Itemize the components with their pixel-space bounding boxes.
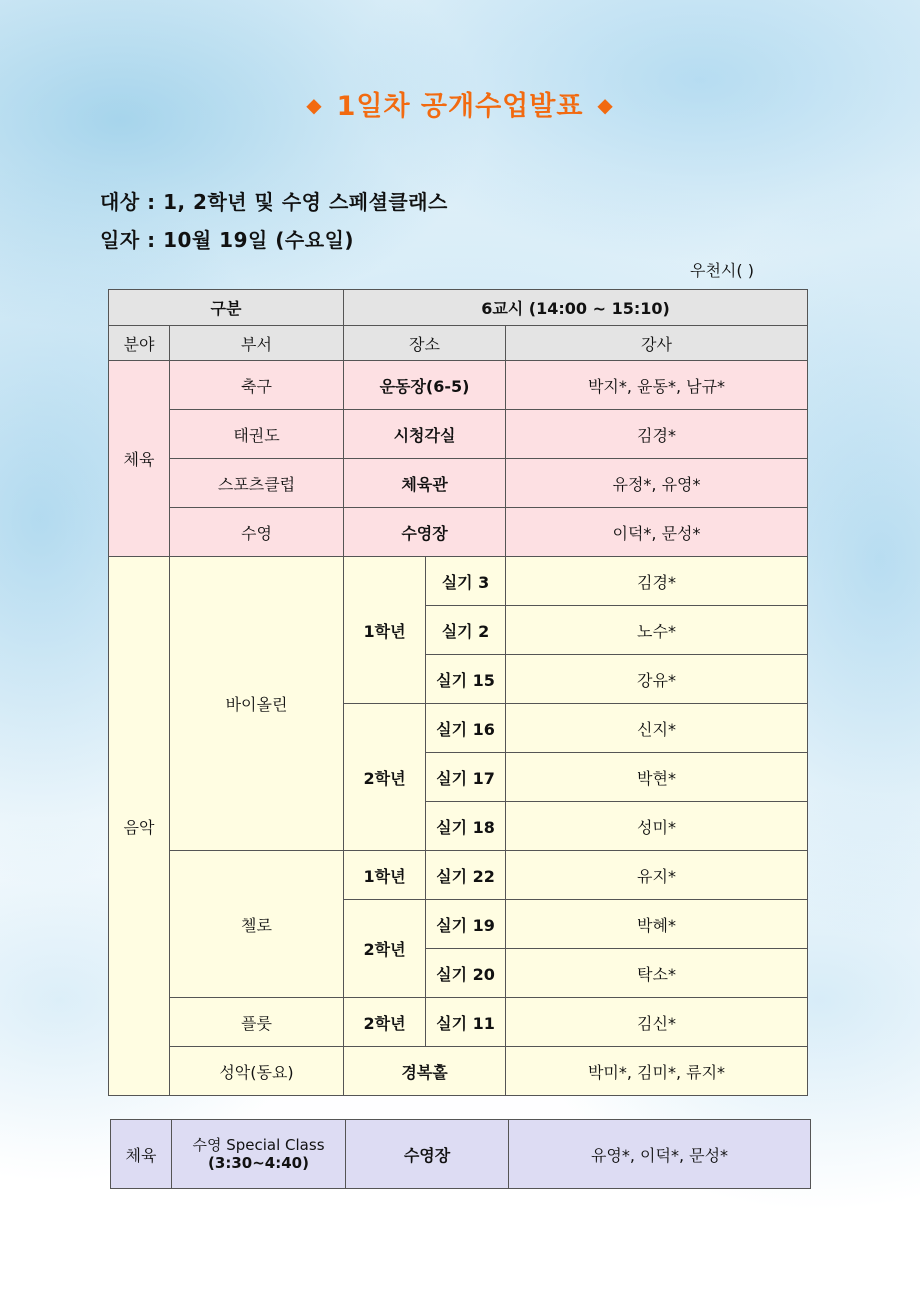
field-music: 음악 xyxy=(109,557,170,1096)
table-row xyxy=(109,998,808,1047)
schedule-table xyxy=(108,289,808,1096)
place-cell: 시청각실 xyxy=(344,410,506,459)
room-cell: 실기 17 xyxy=(426,753,506,802)
grade-cell: 1학년 xyxy=(344,851,426,900)
date-info: 일자 : 10월 19일 (수요일) xyxy=(100,228,355,252)
room-cell: 실기 18 xyxy=(426,802,506,851)
teacher-cell: 신지* xyxy=(506,704,808,753)
special-dept-time: (3:30~4:40) xyxy=(208,1154,309,1172)
teacher-cell: 박미*, 김미*, 류지* xyxy=(506,1047,808,1096)
dept-vocal: 성악(동요) xyxy=(170,1047,344,1096)
table-row xyxy=(109,361,808,410)
room-cell: 실기 2 xyxy=(426,606,506,655)
table-row xyxy=(111,1120,811,1189)
place-cell: 운동장(6-5) xyxy=(344,361,506,410)
room-cell: 실기 11 xyxy=(426,998,506,1047)
room-cell: 실기 22 xyxy=(426,851,506,900)
dept-flute: 플룻 xyxy=(170,998,344,1047)
teacher-cell: 성미* xyxy=(506,802,808,851)
teacher-cell: 김신* xyxy=(506,998,808,1047)
teacher-cell: 박현* xyxy=(506,753,808,802)
dept-special xyxy=(172,1120,346,1189)
dept-violin: 바이올린 xyxy=(170,557,344,851)
table-row xyxy=(109,851,808,900)
teacher-cell: 김경* xyxy=(506,557,808,606)
school-field: 우천시( ) xyxy=(690,261,754,280)
table-row xyxy=(109,410,808,459)
special-class-table xyxy=(110,1119,811,1189)
field-pe: 체육 xyxy=(109,361,170,557)
grade-cell: 1학년 xyxy=(344,557,426,704)
diamond-right-icon: ◆ xyxy=(597,93,614,117)
teacher-cell: 유지* xyxy=(506,851,808,900)
teacher-cell: 강유* xyxy=(506,655,808,704)
table-row xyxy=(109,508,808,557)
dept-cell: 수영 xyxy=(170,508,344,557)
header-row-2 xyxy=(109,326,808,361)
dept-cell: 축구 xyxy=(170,361,344,410)
dept-cello: 첼로 xyxy=(170,851,344,998)
dept-cell: 스포츠클럽 xyxy=(170,459,344,508)
special-dept-name: 수영 Special Class xyxy=(192,1136,325,1154)
place-cell: 경복홀 xyxy=(344,1047,506,1096)
room-cell: 실기 3 xyxy=(426,557,506,606)
room-cell: 실기 19 xyxy=(426,900,506,949)
header-instructor: 강사 xyxy=(506,326,808,361)
grade-cell: 2학년 xyxy=(344,998,426,1047)
diamond-left-icon: ◆ xyxy=(306,93,323,117)
place-cell: 수영장 xyxy=(346,1120,509,1189)
teacher-cell: 박지*, 윤동*, 남규* xyxy=(506,361,808,410)
header-category: 구분 xyxy=(109,290,344,326)
room-cell: 실기 16 xyxy=(426,704,506,753)
grade-cell: 2학년 xyxy=(344,900,426,998)
table-row xyxy=(109,557,808,606)
target-info: 대상 : 1, 2학년 및 수영 스페셜클래스 xyxy=(100,190,448,214)
teacher-cell: 이덕*, 문성* xyxy=(506,508,808,557)
grade-cell: 2학년 xyxy=(344,704,426,851)
teacher-cell: 유영*, 이덕*, 문성* xyxy=(509,1120,811,1189)
room-cell: 실기 15 xyxy=(426,655,506,704)
header-period: 6교시 (14:00 ~ 15:10) xyxy=(344,290,808,326)
header-row-1 xyxy=(109,290,808,326)
room-cell: 실기 20 xyxy=(426,949,506,998)
place-cell: 수영장 xyxy=(344,508,506,557)
teacher-cell: 유정*, 유영* xyxy=(506,459,808,508)
header-place: 장소 xyxy=(344,326,506,361)
table-row xyxy=(109,459,808,508)
place-cell: 체육관 xyxy=(344,459,506,508)
dept-cell: 태권도 xyxy=(170,410,344,459)
table-row xyxy=(109,1047,808,1096)
teacher-cell: 김경* xyxy=(506,410,808,459)
teacher-cell: 박혜* xyxy=(506,900,808,949)
header-department: 부서 xyxy=(170,326,344,361)
teacher-cell: 탁소* xyxy=(506,949,808,998)
field-special: 체육 xyxy=(111,1120,172,1189)
title-text: 1일차 공개수업발표 xyxy=(336,91,584,122)
teacher-cell: 노수* xyxy=(506,606,808,655)
page-title xyxy=(0,84,920,123)
header-field: 분야 xyxy=(109,326,170,361)
